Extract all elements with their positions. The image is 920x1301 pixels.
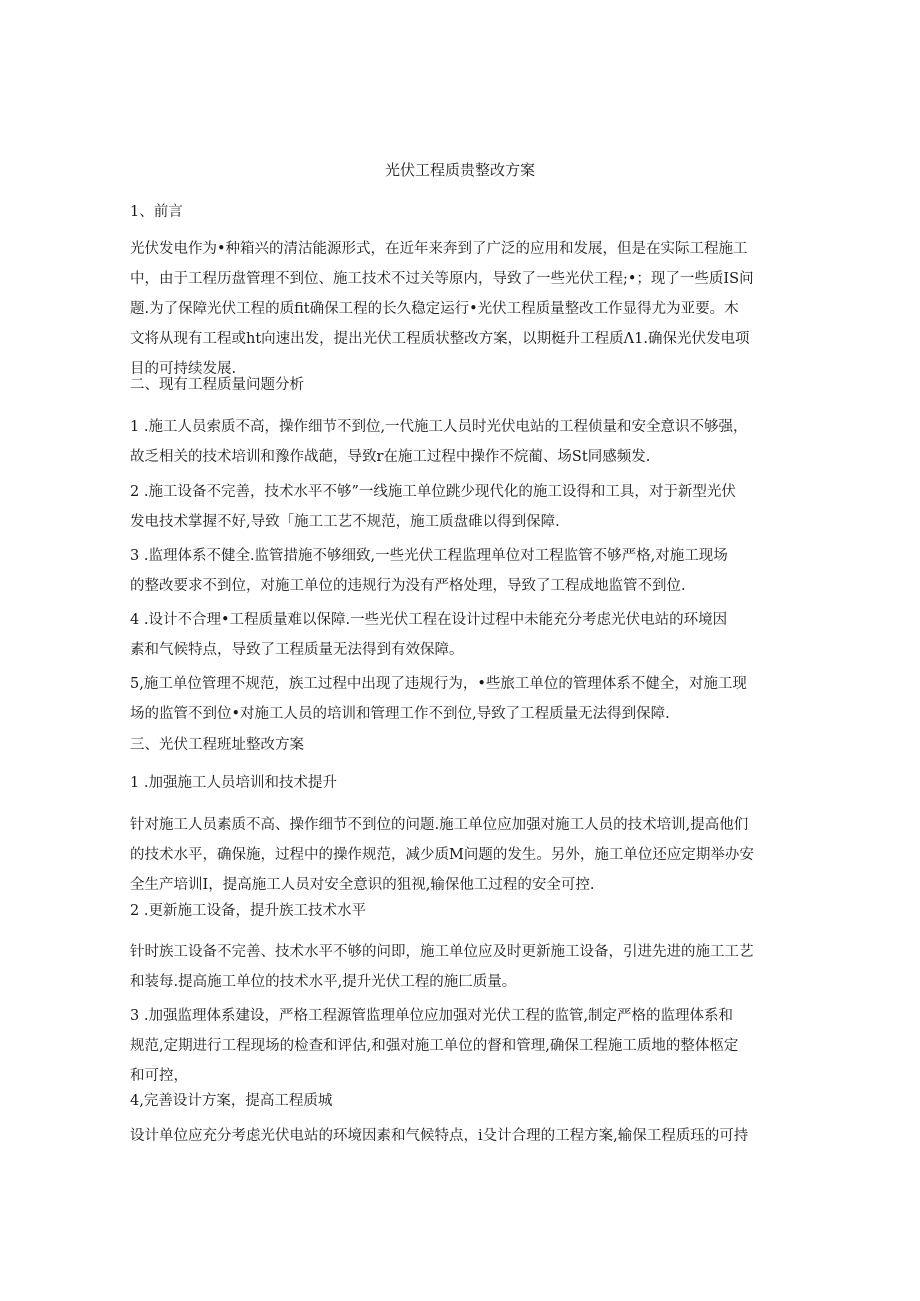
paragraph-line: 3 .加强监理体系建设，严格工程源管监理单位应加强对光伏工程的监管,制定严格的监理体系和	[130, 1008, 734, 1024]
heading-line: 2 .更新施工设备，提升族工技术水平	[130, 903, 366, 919]
subheading-equipment	[130, 899, 790, 923]
subheading-training	[130, 771, 790, 795]
paragraph-preface	[130, 234, 790, 384]
paragraph-line: 全生产培训I，提高施工人员对安全意识的狙视,输保他工过程的安全可控.	[130, 877, 595, 893]
paragraph-line: 1 .施工人员索质不高，操作细节不到位,一代施工人员时光伏电站的工程侦量和安全意识不够强，	[130, 419, 748, 435]
paragraph-line: 题.为了保障光伏工程的质fit确保工程的长久稳定运行•光伏工程质量整改工作显得尤为亚要。木	[130, 301, 739, 317]
paragraph-line: 目的可持续发展.	[130, 361, 237, 377]
section-heading-analysis	[130, 373, 790, 397]
heading-line: 1、前言	[130, 204, 183, 220]
paragraph-line: 设计单位应充分考虑光伏电站的环境因素和气候特点，i殳计合理的工程方案,输保工程质珏的可持	[130, 1128, 749, 1144]
paragraph-design	[130, 1121, 790, 1151]
paragraph-line: 素和气候特点，导致了工程质量无法得到有效保障。	[130, 642, 464, 658]
heading-line: 1 .加强施工人员培训和技术提升	[130, 775, 337, 791]
paragraph-line: 和可控，	[130, 1068, 188, 1084]
paragraph-line: 光伏发电作为•种箱兴的清沽能源形式，在近年来奔到了广泛的应用和发展，但是在实际工程施工	[130, 241, 748, 257]
paragraph-analysis-3	[130, 541, 790, 601]
paragraph-line: 规范,定期进行工程现场的检查和评估,和强对施工单位的督和管理,确保工程施工质地的整体柩定	[130, 1038, 739, 1054]
heading-line: 二、现有工程质量问题分析	[130, 377, 304, 393]
heading-line: 三、光伏工程班址整改方案	[130, 737, 304, 753]
section-heading-preface	[130, 200, 790, 224]
paragraph-line: 文将从现有工程或ht向速出发，提出光伏工程质状整改方案，以期梃升工程质Λ1.确保光伏发电项	[130, 331, 750, 347]
paragraph-line: 的技术水平，确保施，过程中的操作规范，减少质M问题的发生。另外，施工单位还应定期举办安	[130, 847, 754, 863]
paragraph-line: 3 .监理体系不健全.监管措施不够细致,一些光伏工程监理单位对工程监管不够严格,对施工现场	[130, 548, 728, 564]
paragraph-line: 5,施工单位管理不规范，族工过程中出现了违规行为，•些旅工单位的管理体系不健全，对施工现	[130, 676, 747, 692]
paragraph-line: 场的监管不到位•对施工人员的培训和管理工作不到位,导致了工程质量无法得到保障.	[130, 706, 670, 722]
paragraph-line: 发电技术掌握不好,导致「施工工艺不规范，施工质盘碓以得到保障.	[130, 514, 560, 530]
subheading-design	[130, 1089, 790, 1113]
paragraph-analysis-4	[130, 605, 790, 665]
paragraph-line: 故乏相关的技术培训和豫作战葩，导致r在施工过程中操作不烷蔺、场St同感频发.	[130, 449, 651, 465]
paragraph-analysis-2	[130, 477, 790, 537]
paragraph-line: 针对施工人员素质不高、操作细节不到位的问题.施工单位应加强对施工人员的技术培训,提高他们	[130, 817, 749, 833]
paragraph-line: 4 .设计不合理•工程质量难以保障.一些光伏工程在设计过程中未能充分考虑光伏电站的环境因	[130, 612, 728, 628]
paragraph-training	[130, 810, 790, 900]
paragraph-line: 2 .施工设备不完善，技术水平不够”一线施工单位跳少现代化的施工设得和工具，对于新型光伏	[130, 484, 736, 500]
section-heading-plan	[130, 733, 790, 757]
paragraph-line: 中，由于工程历盘管理不到位、施工技术不过关等原内，导致了一些光伏工程;•；现了一些质IS问	[130, 271, 754, 287]
paragraph-line: 和装每.提高施工单位的技术水平,提升光伏工程的施匚质量。	[130, 974, 517, 990]
paragraph-analysis-1	[130, 412, 790, 472]
paragraph-supervision	[130, 1001, 790, 1091]
paragraph-line: 的整改要求不到位，对施工单位的违规行为没有严格处理，导致了工程成地监管不到位.	[130, 578, 686, 594]
paragraph-analysis-5	[130, 669, 790, 729]
paragraph-equipment	[130, 937, 790, 997]
heading-line: 4,完善设计方案，提高工程质城	[130, 1093, 333, 1109]
document-title: 光伏工程质贵整改方案	[384, 161, 535, 179]
paragraph-line: 针时族工设备不完善、技术水平不够的问即，施工单位应及时更新施工设备，引进先进的施工工艺	[130, 944, 754, 960]
